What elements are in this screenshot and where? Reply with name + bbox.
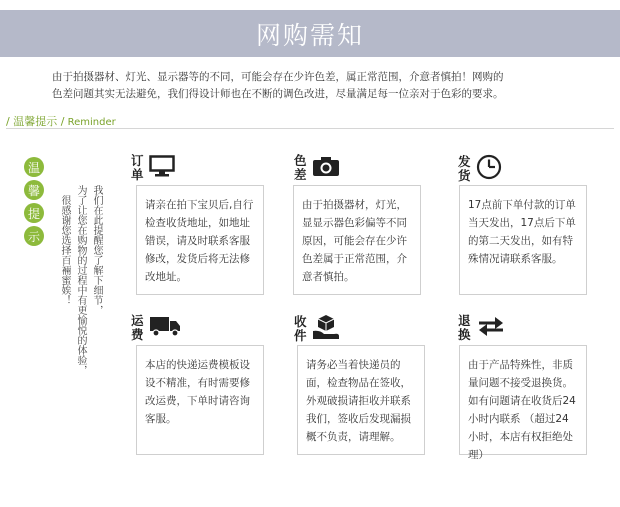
intro-paragraph [52, 69, 592, 103]
exchange-icon [476, 315, 506, 341]
reminder-header [6, 110, 614, 129]
card-title-color: 色差 [294, 153, 307, 182]
card-title-freight: 运费 [131, 313, 144, 342]
truck-icon [149, 315, 181, 341]
card-receive-text: 请务必当着快递员的面，检查物品在签收，外观破损请拒收并联系我们，签收后发现漏损概不负责，请理解。 [297, 345, 425, 455]
monitor-icon [149, 155, 175, 181]
badge-char: 馨 [24, 180, 44, 200]
card-title-order: 订单 [131, 153, 144, 182]
card-heading-return [458, 314, 506, 342]
card-heading-order [131, 154, 175, 182]
banner-title: 网购需知 [255, 20, 364, 50]
side-note-col-2: 为了让您在购物的过程中有更愉悦的体验， [75, 185, 86, 375]
reminder-label-cn: / 温馨提示 / [6, 115, 65, 128]
card-title-return: 退换 [458, 313, 471, 342]
card-order-text: 请亲在拍下宝贝后,自行检查收货地址，如地址错误，请及时联系客服修改，发货后将无法修改地址。 [136, 185, 264, 295]
title-banner [0, 10, 620, 57]
card-title-receive: 收件 [294, 314, 307, 343]
badge-char: 示 [24, 226, 44, 246]
reminder-label-en: Reminder [64, 117, 116, 128]
intro-line-2: 色差问题其实无法避免，我们得设计师也在不断的调色改进，尽量满足每一位亲对于色彩的要求。 [52, 88, 504, 100]
card-heading-color [294, 154, 340, 182]
clock-icon [476, 154, 502, 184]
hand-box-icon [312, 314, 340, 344]
intro-line-1: 由于拍摄器材、灯光、显示器等的不同，可能会存在少许色差，属正常范围，介意者慎拍！网购的 [52, 71, 504, 83]
reminder-badge [24, 157, 44, 250]
badge-char: 温 [24, 157, 44, 177]
card-freight-text: 本店的快递运费模板设设不精准，有时需要修改运费，下单时请咨询客服。 [136, 345, 264, 455]
badge-char: 提 [24, 203, 44, 223]
side-note-col-1: 我们在此提醒您了解下细节， [91, 185, 102, 315]
card-return-text: 由于产品特殊性，非质量问题不接受退换货。如有问题请在收货后24小时内联系 （超过24小时，本店有权拒绝处理） [459, 345, 587, 455]
card-shipping-text: 17点前下单付款的订单当天发出，17点后下单的第二天发出，如有特殊情况请联系客服。 [459, 185, 587, 295]
card-heading-freight [131, 314, 181, 342]
card-heading-receive [294, 314, 340, 344]
card-heading-shipping [458, 154, 502, 184]
camera-icon [312, 155, 340, 181]
card-title-shipping: 发货 [458, 154, 471, 183]
card-color-text: 由于拍摄器材，灯光，显显示器色彩偏等不同原因，可能会存在少许色差属于正常范围，介意者慎拍。 [293, 185, 421, 295]
side-note-col-3: 很感谢您选择百裲蜜娭！ [59, 195, 70, 305]
